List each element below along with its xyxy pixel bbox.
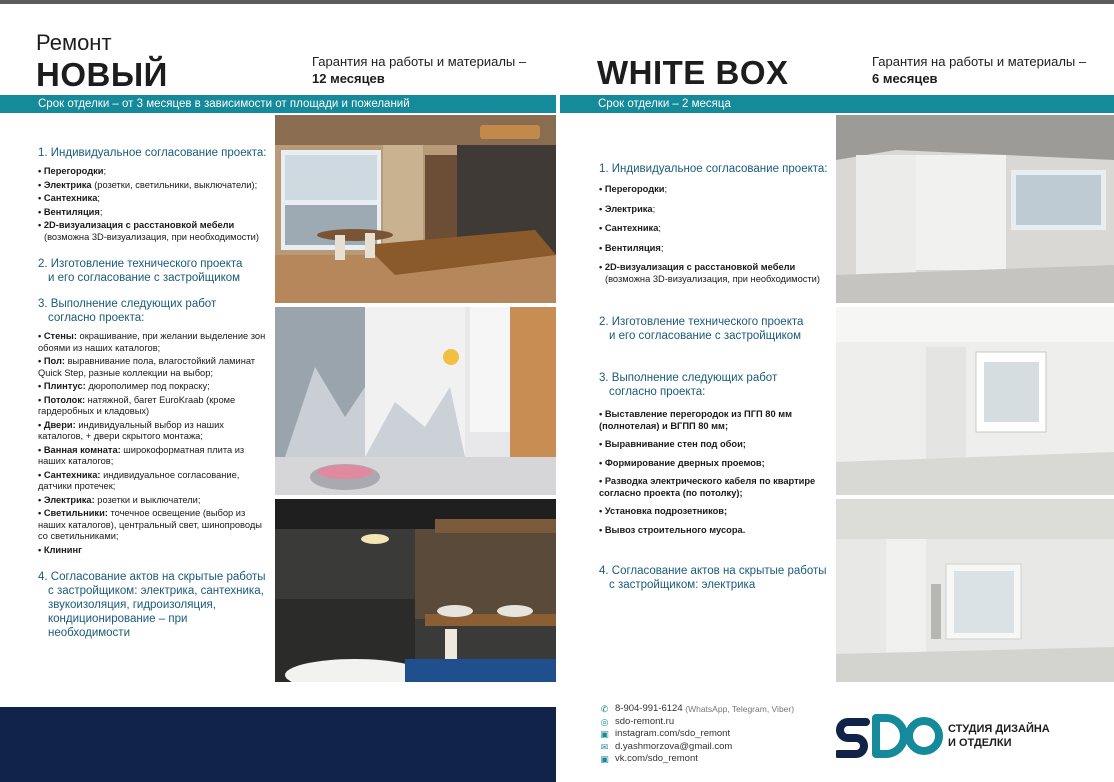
list-item-text: точечное освещение (выбор из наших каталогов), центральный свет, шинопроводы со светильниками;: [38, 508, 262, 541]
right-s2-line2: и его согласование с застройщиком: [609, 330, 802, 342]
left-section-1-heading: 1. Индивидуальное согласование проекта:: [38, 147, 267, 159]
contact-instagram[interactable]: [598, 728, 794, 741]
list-item-bold: Клининг: [43, 544, 82, 555]
right-duration-band: Срок отделки – 2 месяца: [560, 95, 1114, 113]
list-item: • Выравнивание стен под обои;: [599, 439, 746, 449]
list-item-bold: Потолок:: [43, 394, 86, 405]
contact-vk[interactable]: [598, 753, 794, 766]
list-item-bold: Двери:: [43, 419, 76, 430]
list-item: • Стены: окрашивание, при желании выделение зон обоями из наших каталогов;: [38, 331, 266, 353]
right-guarantee: [872, 53, 1086, 87]
list-item-bold: Электрика: [43, 179, 92, 190]
left-guarantee-term: 12 месяцев: [312, 71, 385, 86]
list-item-bold: Электрика:: [43, 494, 95, 505]
list-item: • Разводка электрического кабеля по квартире согласно проекта (по потолку);: [599, 476, 816, 498]
email-link[interactable]: d.yashmorzova@gmail.com: [615, 740, 733, 752]
right-s4-line2: с застройщиком: электрика: [609, 579, 756, 591]
list-item-bold: Установка подрозетников;: [604, 506, 728, 516]
left-s4-line1: 4. Согласование актов на скрытые работы: [38, 571, 266, 583]
top-rule: [0, 0, 1114, 4]
list-item: • Сантехника: индивидуальное согласование, датчики протечек;: [38, 469, 240, 491]
right-section-2-heading: [599, 315, 835, 343]
list-item-bold: Электрика: [604, 203, 653, 214]
list-item-text: индивидуальный выбор из наших каталогов, + двери скрытого монтажа;: [38, 419, 224, 441]
whitebox-room-photo-1: [836, 115, 1114, 303]
right-s4-line1: 4. Согласование актов на скрытые работы: [599, 565, 827, 577]
list-item: • Перегородки;: [38, 166, 107, 176]
left-s3-line1: 3. Выполнение следующих работ: [38, 298, 217, 310]
left-s4-line4: кондиционирование – при необходимости: [48, 613, 188, 639]
list-item-bold: Светильники:: [43, 508, 108, 518]
list-item-text: ;: [103, 166, 107, 176]
left-guarantee-text: Гарантия на работы и материалы –: [312, 54, 527, 69]
left-duration-band: Срок отделки – от 3 месяцев в зависимости от площади и пожеланий: [0, 95, 556, 113]
right-title: WHITE BOX: [597, 54, 789, 91]
left-section-1-list: [38, 166, 270, 232]
right-guarantee-term: 6 месяцев: [872, 71, 938, 86]
contact-site[interactable]: [598, 716, 794, 729]
list-item-text: широкоформатная плита из наших каталогов;: [38, 444, 245, 466]
list-item-text: (розетки, светильники, выключатели);: [91, 179, 258, 190]
list-item-bold: Пол:: [43, 356, 65, 366]
list-item-text: ;: [658, 223, 661, 233]
list-item: • Плинтус: дюрополимер под покраску;: [38, 381, 210, 391]
left-section-3-heading: [38, 297, 270, 325]
list-item-bold: Ванная комната:: [43, 444, 121, 455]
list-item-text: окрашивание, при желании выделение зон обоями из наших каталогов;: [38, 331, 266, 353]
list-item-bold: Перегородки: [604, 184, 665, 194]
globe-icon: ◎: [600, 716, 609, 727]
right-s3-line2: согласно проекта:: [609, 386, 706, 398]
site-link[interactable]: sdo-remont.ru: [615, 715, 675, 727]
phone-note: (WhatsApp, Telegram, Viber): [685, 704, 795, 714]
left-s1-note: (возможна 3D-визуализация, при необходимости): [44, 231, 259, 242]
list-item-bold: Вентиляция: [43, 206, 100, 217]
logo-line-2: И ОТДЕЛКИ: [948, 737, 1012, 749]
right-s2-line1: 2. Изготовление технического проекта: [599, 316, 804, 328]
left-guarantee: [312, 53, 526, 87]
left-section-4-heading: [38, 570, 270, 640]
list-item-bold: Перегородки: [43, 166, 104, 176]
whitebox-room-photo-3: [836, 499, 1114, 682]
vk-icon: ▣: [600, 754, 609, 765]
list-item: • Электрика;: [599, 203, 656, 214]
list-item: • Вентиляция;: [599, 242, 664, 253]
list-item: • Сантехника;: [599, 223, 661, 233]
logo-caption: [948, 722, 1050, 750]
list-item-bold: Плинтус:: [43, 381, 86, 391]
list-item: • Светильники: точечное освещение (выбор из наших каталогов), центральный свет, шинопроводы со светильниками;: [38, 508, 262, 541]
list-item: • Ванная комната: широкоформатная плита из наших каталогов;: [38, 444, 245, 466]
list-item: • Формирование дверных проемов;: [599, 457, 765, 468]
list-item-text: индивидуальное согласование, датчики протечек;: [38, 469, 240, 491]
list-item-bold: Формирование дверных проемов;: [604, 457, 765, 468]
list-item: • Потолок: натяжной, багет EuroKraab (кроме гардеробных и кладовых): [38, 394, 236, 416]
list-item-bold: 2D-визуализация с расстановкой мебели: [43, 220, 235, 230]
phone-number: 8-904-991-6124: [615, 703, 683, 714]
left-s4-line3: звукоизоляция, гидроизоляция,: [48, 599, 216, 611]
mail-icon: ✉: [600, 741, 609, 752]
list-item: • Электрика (розетки, светильники, выключатели);: [38, 179, 258, 190]
list-item-text: натяжной, багет EuroKraab (кроме гардеробных и кладовых): [38, 394, 236, 416]
list-item-bold: Стены:: [43, 331, 77, 341]
sdo-logo-mark: [836, 712, 946, 760]
right-section-1-list: [599, 184, 835, 274]
list-item-bold: Выравнивание стен под обои;: [604, 439, 746, 449]
right-guarantee-text: Гарантия на работы и материалы –: [872, 54, 1087, 69]
instagram-link[interactable]: instagram.com/sdo_remont: [615, 728, 731, 740]
list-item-text: ;: [660, 242, 664, 253]
list-item-bold: Вентиляция: [604, 242, 661, 253]
right-s1-note: (возможна 3D-визуализация, при необходимости): [605, 273, 820, 284]
right-section-3-heading: [599, 371, 835, 399]
left-s2-line1: 2. Изготовление технического проекта: [38, 258, 243, 270]
bathroom-photo: [275, 499, 556, 682]
right-column: [599, 162, 835, 592]
list-item: • 2D-визуализация с расстановкой мебели: [38, 220, 235, 230]
list-item: • Клининг: [38, 544, 82, 555]
list-item: • Вывоз строительного мусора.: [599, 524, 746, 535]
list-item-bold: Выставление перегородок из ПГП 80 мм (полнотелая) и ВГПП 80 мм;: [599, 409, 792, 431]
list-item: • Перегородки;: [599, 184, 668, 194]
list-item: • Установка подрозетников;: [599, 506, 728, 516]
sdo-logo: [836, 712, 946, 765]
instagram-icon: ▣: [600, 729, 609, 740]
list-item-text: розетки и выключатели;: [94, 494, 201, 505]
list-item-text: ;: [652, 203, 656, 214]
left-prefix: Ремонт: [36, 30, 112, 55]
list-item-text: ;: [99, 206, 103, 217]
right-section-1-heading: 1. Индивидуальное согласование проекта:: [599, 163, 828, 175]
right-section-4-heading: [599, 564, 835, 592]
list-item-bold: Сантехника: [604, 223, 659, 233]
kids-room-photo: [275, 307, 556, 495]
list-item-bold: 2D-визуализация с расстановкой мебели: [604, 262, 796, 272]
list-item: • Пол: выравнивание пола, влагостойкий ламинат Quick Step, разные коллекции на выбор;: [38, 356, 256, 378]
whitebox-room-photo-2: [836, 307, 1114, 495]
left-header: [36, 32, 168, 91]
list-item: • Выставление перегородок из ПГП 80 мм (полнотелая) и ВГПП 80 мм;: [599, 409, 792, 431]
phone-icon: ✆: [600, 704, 609, 714]
right-s3-line1: 3. Выполнение следующих работ: [599, 372, 778, 384]
list-item-text: ;: [664, 184, 668, 194]
contacts: [598, 703, 794, 766]
left-column: [38, 146, 270, 640]
vk-link[interactable]: vk.com/sdo_remont: [615, 753, 698, 765]
left-title: НОВЫЙ: [36, 56, 168, 93]
list-item-bold: Разводка электрического кабеля по квартире согласно проекта (по потолку);: [599, 476, 816, 498]
list-item-bold: Сантехника:: [43, 469, 101, 480]
left-s2-line2: и его согласование с застройщиком: [48, 272, 241, 284]
list-item: • Сантехника;: [38, 193, 100, 203]
list-item: • Двери: индивидуальный выбор из наших каталогов, + двери скрытого монтажа;: [38, 419, 224, 441]
logo-line-1: СТУДИЯ ДИЗАЙНА: [948, 723, 1050, 735]
right-section-3-list: [599, 409, 835, 536]
list-item: • Вентиляция;: [38, 206, 103, 217]
contact-phone[interactable]: [598, 703, 794, 716]
footer-bar: [0, 707, 556, 782]
list-item-text: выравнивание пола, влагостойкий ламинат Quick Step, разные коллекции на выбор;: [38, 356, 256, 378]
list-item-bold: Вывоз строительного мусора.: [604, 524, 746, 535]
list-item: • Электрика: розетки и выключатели;: [38, 494, 201, 505]
left-s3-line2: согласно проекта:: [48, 312, 145, 324]
contact-email[interactable]: [598, 741, 794, 754]
left-section-2-heading: [38, 257, 270, 285]
kitchen-photo: [275, 115, 556, 303]
list-item: • 2D-визуализация с расстановкой мебели: [599, 262, 796, 272]
list-item-bold: Сантехника: [43, 193, 98, 203]
left-s4-line2: с застройщиком: электрика, сантехника,: [48, 585, 264, 597]
left-section-3-list: [38, 331, 270, 556]
list-item-text: ;: [97, 193, 100, 203]
list-item-text: дюрополимер под покраску;: [85, 381, 210, 391]
